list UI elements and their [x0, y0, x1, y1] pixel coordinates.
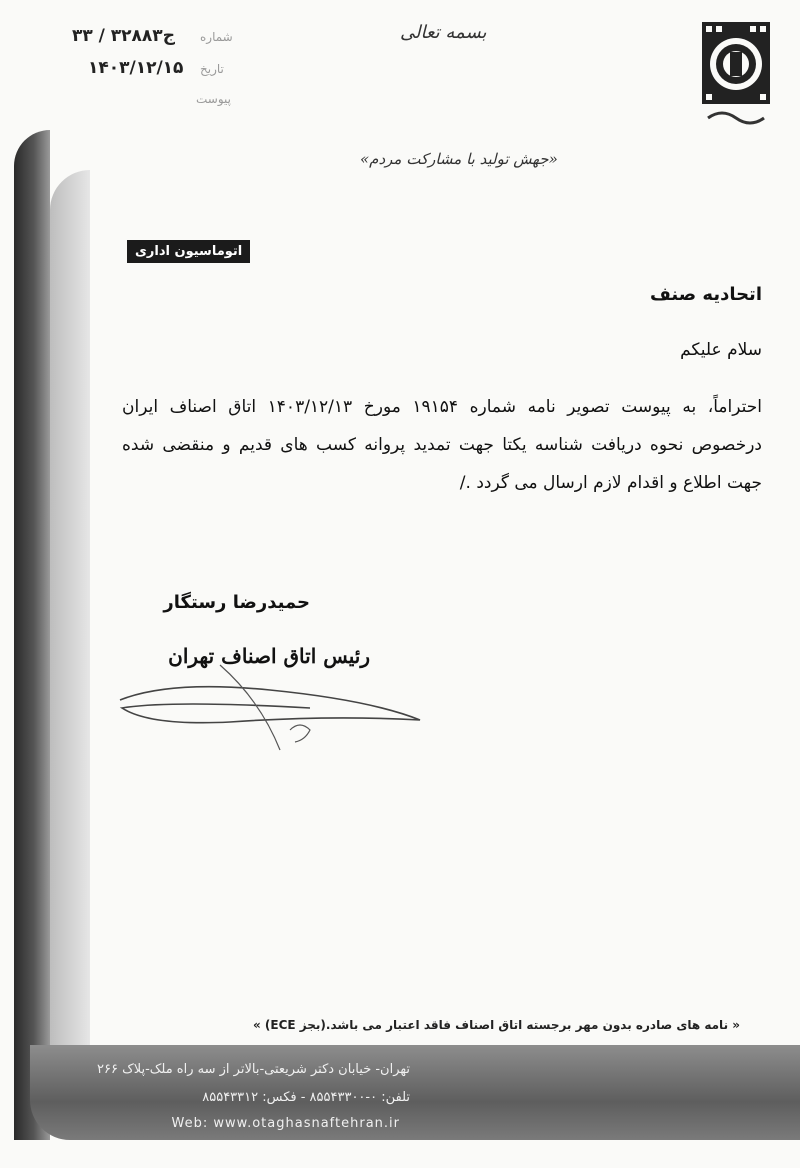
letter-number: ۳۳ / ۳۲۸۸۳ج: [72, 26, 175, 46]
footer-band: [30, 1045, 800, 1140]
number-label: شماره: [200, 30, 233, 44]
letter-body: احتراماً، به پیوست تصویر نامه شماره ۱۹۱۵۴ مورخ ۱۴۰۳/۱۲/۱۳ اتاق اصناف ایران درخصوص نحوه دریافت شناسه یکتا جهت تمدید پروانه کسب های قدیم و منقضی شده جهت اطلاع و اقدام لازم ارسال می گردد ./: [122, 397, 763, 493]
left-margin-band: [14, 130, 50, 1140]
handwritten-signature-icon: [110, 660, 430, 760]
recipient-line: اتحادیه صنف: [649, 284, 762, 305]
attachment-label: پیوست: [196, 92, 231, 106]
greeting-line: سلام علیکم: [680, 340, 762, 360]
footer-phone: تلفن: ۰-۸۵۵۴۳۳۰۰ - فکس: ۸۵۵۴۳۳۱۲: [202, 1090, 410, 1105]
signer-name: حمیدرضا رستگار: [163, 592, 310, 613]
footer-address: تهران- خیابان دکتر شریعتی-بالاتر از سه راه ملک-پلاک ۲۶۶: [96, 1062, 410, 1077]
letter-date: ۱۴۰۳/۱۲/۱۵: [88, 58, 184, 78]
bismillah-heading: بسمه تعالی: [400, 22, 487, 43]
office-automation-badge: اتوماسیون اداری: [127, 240, 250, 263]
footer-website-link[interactable]: Web: www.otaghasnaftehran.ir: [171, 1116, 400, 1131]
guild-chamber-logo-icon: [702, 22, 770, 130]
slogan-text: «جهش تولید با مشارکت مردم»: [360, 150, 558, 168]
left-margin-band-inner: [50, 170, 90, 1100]
date-label: تاریخ: [200, 62, 224, 76]
signer-title: رئیس اتاق اصناف تهران: [168, 644, 370, 668]
stamp-validity-notice: « نامه های صادره بدون مهر برجسته اتاق اصناف فاقد اعتبار می باشد.(بجز ECE) »: [253, 1018, 740, 1032]
